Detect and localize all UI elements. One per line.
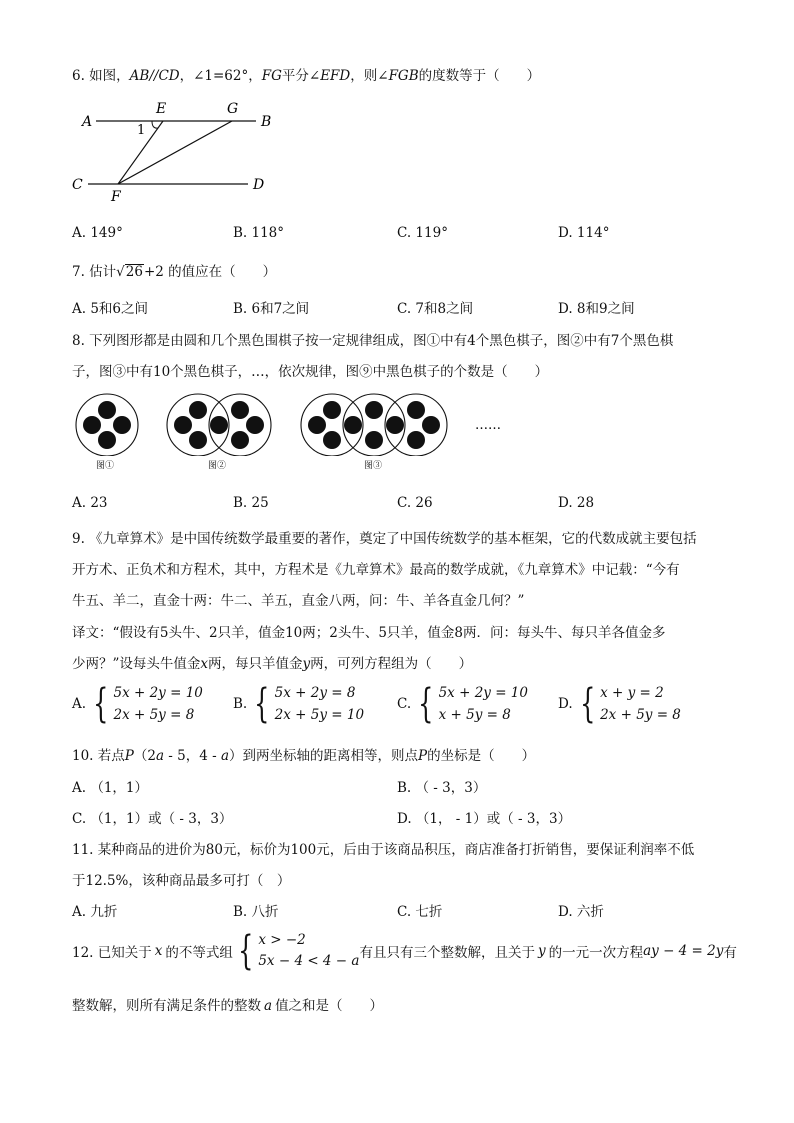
q8-pattern-figures bbox=[70, 392, 520, 456]
label-1: 1 bbox=[137, 123, 146, 138]
q10-option-d[interactable]: D. （1， - 1）或（ - 3，3） bbox=[397, 811, 572, 827]
q8-option-c[interactable]: C. 26 bbox=[397, 495, 433, 511]
q8-fig-label-1: 图① bbox=[96, 461, 115, 471]
q8-ellipsis: …… bbox=[475, 418, 501, 433]
brace: { bbox=[237, 928, 254, 974]
q8-option-a[interactable]: A. 23 bbox=[72, 495, 108, 511]
figure-1 bbox=[76, 394, 138, 456]
q9-option-c[interactable]: C. { 5x + 2y = 10 x + 5y = 8 bbox=[397, 681, 528, 727]
label-c: C bbox=[72, 177, 83, 193]
sqrt-sign: √ bbox=[116, 264, 125, 280]
q9-stem-line2: 开方术、正负术和方程术，其中，方程术是《九章算术》最高的数学成就，《九章算术》中记载：“今有 bbox=[72, 562, 680, 578]
brace: { bbox=[579, 681, 596, 727]
q9-option-a[interactable]: A. { 5x + 2y = 10 2x + 5y = 8 bbox=[72, 681, 203, 727]
q8-stem-line1: 8. 下列图形都是由圆和几个黑色围棋子按一定规律组成，图①中有4个黑色棋子，图②中有7个黑色棋 bbox=[72, 333, 674, 349]
label-b: B bbox=[261, 114, 272, 130]
q8-stem-line2: 子，图③中有10个黑色棋子，…，依次规律，图⑨中黑色棋子的个数是（ ） bbox=[72, 364, 549, 380]
label-e: E bbox=[156, 101, 167, 117]
q7-option-a[interactable]: A. 5和6之间 bbox=[72, 301, 149, 317]
q6-option-b[interactable]: B. 118° bbox=[233, 225, 285, 241]
q7-option-c[interactable]: C. 7和8之间 bbox=[397, 301, 474, 317]
q12-stem-line1: 12. 已知关于 x 的不等式组 { x > −2 5x − 4 < 4 − a 有且只有三个整数解，且关于 y 的一元一次方程 ay − 4 = 2y 有 bbox=[72, 928, 737, 974]
q6-geometry-figure bbox=[70, 96, 290, 208]
brace: { bbox=[418, 681, 434, 727]
q12-inequality-system: x > −2 5x − 4 < 4 − a bbox=[258, 932, 360, 969]
line-gf bbox=[118, 121, 232, 184]
brace: { bbox=[93, 681, 109, 727]
q9-stem-line5: 少两？”设每头牛值金x两，每只羊值金y两，可列方程组为（ ） bbox=[72, 656, 473, 672]
q11-option-a[interactable]: A. 九折 bbox=[72, 904, 118, 920]
q6-option-c[interactable]: C. 119° bbox=[397, 225, 448, 241]
brace: { bbox=[254, 681, 270, 727]
q11-stem-line2: 于12.5%，该种商品最多可打（ ） bbox=[72, 873, 291, 889]
q9-stem-line1: 9. 《九章算术》是中国传统数学最重要的著作，奠定了中国传统数学的基本框架，它的代数成就主要包括 bbox=[72, 531, 697, 547]
figure-2 bbox=[167, 394, 271, 456]
q8-option-d[interactable]: D. 28 bbox=[558, 495, 595, 511]
q11-option-d[interactable]: D. 六折 bbox=[558, 904, 604, 920]
q11-option-c[interactable]: C. 七折 bbox=[397, 904, 443, 920]
q9-option-d[interactable]: D. { x + y = 2 2x + 5y = 8 bbox=[558, 681, 681, 727]
q11-option-b[interactable]: B. 八折 bbox=[233, 904, 279, 920]
q10-option-a[interactable]: A. （1，1） bbox=[72, 780, 149, 796]
q8-option-b[interactable]: B. 25 bbox=[233, 495, 269, 511]
label-d: D bbox=[253, 177, 265, 193]
q8-fig-label-2: 图② bbox=[208, 461, 227, 471]
q8-fig-label-3: 图③ bbox=[364, 461, 383, 471]
q12-stem-line2: 整数解，则所有满足条件的整数 a 值之和是（ ） bbox=[72, 998, 384, 1014]
q6-option-d[interactable]: D. 114° bbox=[558, 225, 610, 241]
q7-stem: 7. 估计√26+2 的值应在（ ） bbox=[72, 264, 277, 280]
label-g: G bbox=[227, 101, 239, 117]
q6-stem: 6. 如图，AB//CD，∠1=62°，FG平分∠EFD，则∠FGB的度数等于（ ） bbox=[72, 68, 541, 84]
label-a: A bbox=[82, 114, 93, 130]
q10-stem: 10. 若点P（2a - 5，4 - a）到两坐标轴的距离相等，则点P的坐标是（ ） bbox=[72, 748, 536, 764]
q6-option-a[interactable]: A. 149° bbox=[72, 225, 123, 241]
q11-stem-line1: 11. 某种商品的进价为80元，标价为100元，后由于该商品积压，商店准备打折销售，要保证利润率不低 bbox=[72, 842, 695, 858]
label-f: F bbox=[111, 189, 121, 205]
q9-stem-line3: 牛五、羊二，直金十两：牛二、羊五，直金八两，问：牛、羊各直金几何？” bbox=[72, 593, 525, 609]
angle-1-arc bbox=[152, 121, 158, 128]
q7-option-d[interactable]: D. 8和9之间 bbox=[558, 301, 635, 317]
q9-stem-line4: 译文：“假设有5头牛、2只羊，值金10两；2头牛、5只羊，值金8两．问：每头牛、每只羊各值金多 bbox=[72, 625, 666, 641]
q10-option-c[interactable]: C. （1，1）或（ - 3，3） bbox=[72, 811, 233, 827]
q10-option-b[interactable]: B. （ - 3，3） bbox=[397, 780, 487, 796]
figure-3 bbox=[301, 394, 447, 456]
q7-option-b[interactable]: B. 6和7之间 bbox=[233, 301, 310, 317]
q9-option-b[interactable]: B. { 5x + 2y = 8 2x + 5y = 10 bbox=[233, 681, 365, 727]
